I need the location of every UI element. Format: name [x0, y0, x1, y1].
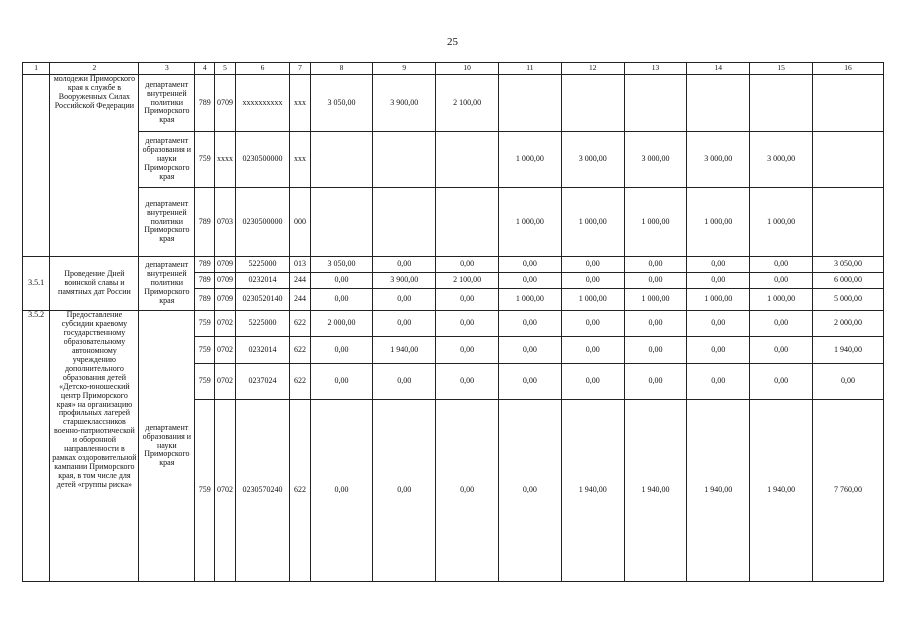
- cell-c12: 0,00: [561, 337, 624, 364]
- table-row: [23, 311, 884, 337]
- cell-c15: 1 000,00: [750, 188, 813, 257]
- measure-description: Предоставление субсидии краевому государственному образовательному автономному учреждению дополнительного образования детей «Детско-юношеский центр Приморского края» на организацию профильных лагерей старшеклассников военно-патриотической и оборонной направленности в рамках оздоровительной кампании Приморского края, в том числе для детей «группы риска»: [50, 311, 139, 582]
- column-header: 5: [215, 63, 235, 75]
- cell-c6: 5225000: [235, 311, 290, 337]
- column-header: 8: [310, 63, 373, 75]
- cell-c6: 0230520140: [235, 289, 290, 311]
- cell-c13: 1 000,00: [624, 289, 687, 311]
- cell-c15: 1 940,00: [750, 400, 813, 582]
- cell-c6: хххххххххх: [235, 75, 290, 132]
- cell-c8: 3 050,00: [310, 257, 373, 273]
- cell-c16: 6 000,00: [812, 273, 883, 289]
- cell-c4: 789: [195, 289, 215, 311]
- cell-c7: 622: [290, 311, 310, 337]
- cell-c9: 0,00: [373, 289, 436, 311]
- cell-c10: 0,00: [436, 257, 499, 273]
- cell-c16: 1 940,00: [812, 337, 883, 364]
- cell-c5: 0702: [215, 400, 235, 582]
- table-row: [23, 188, 884, 257]
- cell-c8: 0,00: [310, 273, 373, 289]
- column-number-row: [23, 63, 884, 75]
- cell-c7: 622: [290, 400, 310, 582]
- row-number: [23, 75, 50, 257]
- cell-c11: 0,00: [499, 364, 562, 400]
- column-header: 4: [195, 63, 215, 75]
- column-header: 12: [561, 63, 624, 75]
- row-number: 3.5.2: [23, 311, 50, 582]
- cell-c15: 0,00: [750, 311, 813, 337]
- cell-c11: 0,00: [499, 273, 562, 289]
- cell-c10: 2 100,00: [436, 75, 499, 132]
- cell-c16: 0,00: [812, 364, 883, 400]
- cell-c14: 0,00: [687, 273, 750, 289]
- cell-c10: 0,00: [436, 364, 499, 400]
- cell-c13: 0,00: [624, 337, 687, 364]
- cell-c15: 0,00: [750, 257, 813, 273]
- cell-c13: 1 940,00: [624, 400, 687, 582]
- cell-c10: [436, 132, 499, 188]
- cell-c12: [561, 75, 624, 132]
- cell-c4: 759: [195, 337, 215, 364]
- cell-c16: 5 000,00: [812, 289, 883, 311]
- cell-c5: 0709: [215, 273, 235, 289]
- cell-c12: 1 000,00: [561, 289, 624, 311]
- cell-c6: 0230570240: [235, 400, 290, 582]
- cell-c6: 0230500000: [235, 188, 290, 257]
- cell-c10: 0,00: [436, 289, 499, 311]
- cell-c5: 0702: [215, 311, 235, 337]
- cell-c10: 2 100,00: [436, 273, 499, 289]
- cell-c11: 1 000,00: [499, 132, 562, 188]
- cell-c12: 0,00: [561, 364, 624, 400]
- cell-c15: 0,00: [750, 364, 813, 400]
- cell-c15: 3 000,00: [750, 132, 813, 188]
- cell-c13: 3 000,00: [624, 132, 687, 188]
- cell-c12: 3 000,00: [561, 132, 624, 188]
- cell-c7: 244: [290, 289, 310, 311]
- executor-cell: департамент внутренней политики Приморского края: [139, 75, 195, 132]
- cell-c6: 0232014: [235, 273, 290, 289]
- cell-c7: ххх: [290, 75, 310, 132]
- executor-cell: департамент внутренней политики Приморского края: [139, 257, 195, 311]
- cell-c8: [310, 132, 373, 188]
- cell-c13: 0,00: [624, 273, 687, 289]
- column-header: 16: [812, 63, 883, 75]
- cell-c8: 3 050,00: [310, 75, 373, 132]
- cell-c16: [812, 75, 883, 132]
- cell-c8: 0,00: [310, 400, 373, 582]
- cell-c9: 0,00: [373, 364, 436, 400]
- cell-c7: 000: [290, 188, 310, 257]
- measure-description: Проведение Дней воинской славы и памятных дат России: [50, 257, 139, 311]
- budget-table: [22, 62, 884, 582]
- cell-c14: 3 000,00: [687, 132, 750, 188]
- cell-c10: 0,00: [436, 337, 499, 364]
- cell-c4: 789: [195, 188, 215, 257]
- cell-c13: 0,00: [624, 311, 687, 337]
- cell-c12: 0,00: [561, 273, 624, 289]
- cell-c9: 1 940,00: [373, 337, 436, 364]
- cell-c10: 0,00: [436, 311, 499, 337]
- cell-c12: 1 940,00: [561, 400, 624, 582]
- cell-c9: 0,00: [373, 400, 436, 582]
- cell-c11: 0,00: [499, 400, 562, 582]
- table-row: [23, 132, 884, 188]
- cell-c8: [310, 188, 373, 257]
- cell-c11: 0,00: [499, 337, 562, 364]
- cell-c9: 0,00: [373, 257, 436, 273]
- cell-c15: [750, 75, 813, 132]
- cell-c14: 0,00: [687, 364, 750, 400]
- cell-c12: 1 000,00: [561, 188, 624, 257]
- cell-c13: 0,00: [624, 257, 687, 273]
- cell-c5: 0709: [215, 257, 235, 273]
- cell-c9: [373, 132, 436, 188]
- column-header: 3: [139, 63, 195, 75]
- cell-c6: 5225000: [235, 257, 290, 273]
- cell-c8: 0,00: [310, 364, 373, 400]
- cell-c11: [499, 75, 562, 132]
- cell-c10: 0,00: [436, 400, 499, 582]
- cell-c16: [812, 188, 883, 257]
- cell-c16: 2 000,00: [812, 311, 883, 337]
- column-header: 6: [235, 63, 290, 75]
- column-header: 14: [687, 63, 750, 75]
- executor-cell: департамент образования и науки Приморского края: [139, 311, 195, 582]
- cell-c14: 1 000,00: [687, 188, 750, 257]
- cell-c7: 244: [290, 273, 310, 289]
- table-row: [23, 257, 884, 273]
- cell-c6: 0230500000: [235, 132, 290, 188]
- cell-c12: 0,00: [561, 311, 624, 337]
- cell-c11: 0,00: [499, 311, 562, 337]
- cell-c10: [436, 188, 499, 257]
- cell-c4: 759: [195, 364, 215, 400]
- cell-c16: 3 050,00: [812, 257, 883, 273]
- column-header: 11: [499, 63, 562, 75]
- cell-c8: 0,00: [310, 337, 373, 364]
- measure-description: молодежи Приморского края к службе в Вооруженных Силах Российской Федерации: [50, 75, 139, 257]
- cell-c9: 0,00: [373, 311, 436, 337]
- cell-c6: 0237024: [235, 364, 290, 400]
- cell-c7: 622: [290, 364, 310, 400]
- cell-c7: 013: [290, 257, 310, 273]
- page-number: 25: [447, 36, 458, 48]
- cell-c5: 0709: [215, 75, 235, 132]
- cell-c14: 0,00: [687, 257, 750, 273]
- cell-c15: 0,00: [750, 273, 813, 289]
- cell-c14: 0,00: [687, 337, 750, 364]
- cell-c11: 1 000,00: [499, 188, 562, 257]
- cell-c11: 0,00: [499, 257, 562, 273]
- cell-c14: 0,00: [687, 311, 750, 337]
- cell-c13: 0,00: [624, 364, 687, 400]
- cell-c14: 1 000,00: [687, 289, 750, 311]
- cell-c16: 7 760,00: [812, 400, 883, 582]
- cell-c4: 759: [195, 311, 215, 337]
- cell-c9: 3 900,00: [373, 75, 436, 132]
- column-header: 7: [290, 63, 310, 75]
- cell-c8: 0,00: [310, 289, 373, 311]
- cell-c6: 0232014: [235, 337, 290, 364]
- executor-cell: департамент образования и науки Приморского края: [139, 132, 195, 188]
- cell-c9: [373, 188, 436, 257]
- cell-c13: [624, 75, 687, 132]
- column-header: 2: [50, 63, 139, 75]
- cell-c7: ххх: [290, 132, 310, 188]
- cell-c15: 0,00: [750, 337, 813, 364]
- cell-c8: 2 000,00: [310, 311, 373, 337]
- cell-c4: 759: [195, 132, 215, 188]
- column-header: 1: [23, 63, 50, 75]
- column-header: 15: [750, 63, 813, 75]
- cell-c4: 789: [195, 75, 215, 132]
- cell-c5: 0702: [215, 364, 235, 400]
- cell-c16: [812, 132, 883, 188]
- executor-cell: департамент внутренней политики Приморского края: [139, 188, 195, 257]
- cell-c14: 1 940,00: [687, 400, 750, 582]
- column-header: 10: [436, 63, 499, 75]
- cell-c4: 759: [195, 400, 215, 582]
- column-header: 9: [373, 63, 436, 75]
- cell-c5: 0703: [215, 188, 235, 257]
- cell-c9: 3 900,00: [373, 273, 436, 289]
- cell-c15: 1 000,00: [750, 289, 813, 311]
- cell-c12: 0,00: [561, 257, 624, 273]
- cell-c7: 622: [290, 337, 310, 364]
- cell-c14: [687, 75, 750, 132]
- column-header: 13: [624, 63, 687, 75]
- row-number: 3.5.1: [23, 257, 50, 311]
- cell-c11: 1 000,00: [499, 289, 562, 311]
- cell-c5: 0709: [215, 289, 235, 311]
- cell-c4: 789: [195, 257, 215, 273]
- cell-c5: хххх: [215, 132, 235, 188]
- table-row: [23, 75, 884, 132]
- cell-c13: 1 000,00: [624, 188, 687, 257]
- cell-c4: 789: [195, 273, 215, 289]
- cell-c5: 0702: [215, 337, 235, 364]
